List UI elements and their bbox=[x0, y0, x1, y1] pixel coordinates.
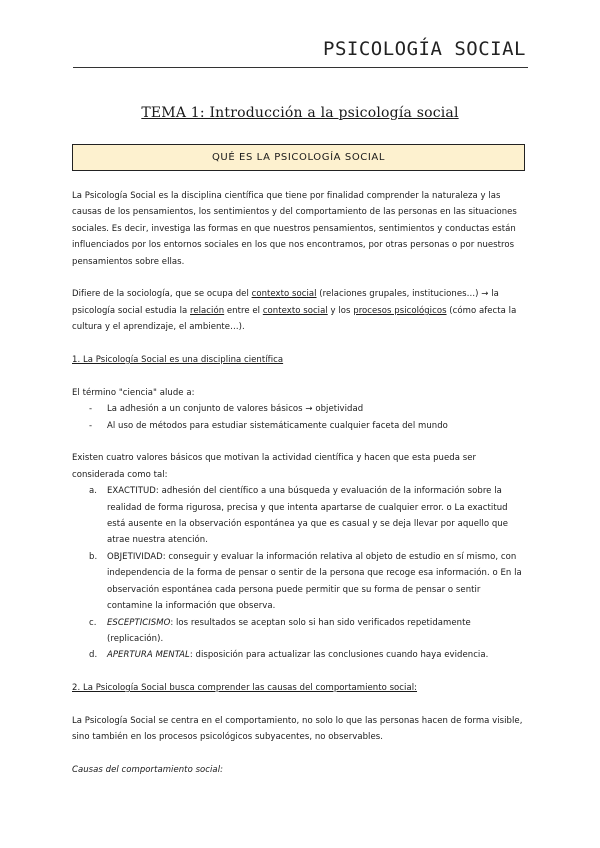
section-1-heading: 1. La Psicología Social es una disciplina científica bbox=[72, 355, 284, 366]
list-item bbox=[89, 615, 528, 648]
value-text: : los resultados se aceptan solo si han sido verificados repetidamente (replicación). bbox=[107, 617, 471, 644]
section-title-box bbox=[72, 144, 525, 171]
difiere-underline-1: contexto social bbox=[251, 289, 317, 300]
section-title-text: QUÉ ES LA PSICOLOGÍA SOCIAL bbox=[211, 152, 386, 163]
difiere-paragraph bbox=[72, 286, 528, 335]
values-list bbox=[72, 483, 528, 663]
difiere-underline-3: contexto social bbox=[262, 305, 328, 316]
document-body bbox=[72, 188, 528, 779]
difiere-text-2: (relaciones grupales, instituciones…) → la psicología social estudia la bbox=[72, 289, 499, 316]
list-marker: c. bbox=[89, 617, 97, 628]
values-intro: Existen cuatro valores básicos que motivan la actividad científica y hacen que esta pueda ser considerada como tal: bbox=[72, 453, 477, 480]
value-term: APERTURA MENTAL bbox=[107, 650, 190, 661]
header-divider bbox=[73, 67, 528, 68]
value-text: : conseguir y evaluar la información relativa al objeto de estudio en sí mismo, con independencia de la forma de pensar o sentir de la persona que recoge esa información. o En la observación espontánea cada persona puede permitir que su forma de pensar o sentir contamine la información que observa. bbox=[107, 551, 522, 612]
list-marker: a. bbox=[89, 486, 98, 497]
difiere-underline-4: procesos psicológicos bbox=[353, 305, 447, 316]
list-item: - La adhesión a un conjunto de valores básicos → objetividad bbox=[89, 401, 528, 417]
value-term: OBJETIVIDAD bbox=[107, 551, 163, 562]
difiere-text-1: Difiere de la sociología, que se ocupa del bbox=[72, 289, 252, 300]
header-title: PSICOLOGÍA SOCIAL bbox=[323, 38, 526, 60]
causas-label: Causas del comportamiento social: bbox=[72, 765, 224, 776]
difiere-underline-2: relación bbox=[190, 305, 225, 316]
list-marker: b. bbox=[89, 551, 98, 562]
value-term: EXACTITUD bbox=[107, 486, 156, 497]
difiere-text-5: (cómo afecta la cultura y el aprendizaje, el ambiente…). bbox=[72, 305, 517, 333]
list-item bbox=[89, 549, 528, 615]
list-item bbox=[89, 483, 528, 549]
ciencia-list bbox=[72, 401, 528, 434]
list-marker: d. bbox=[89, 650, 98, 661]
difiere-text-4: y los bbox=[327, 305, 354, 316]
value-text: : adhesión del científico a una búsqueda y evaluación de la información sobre la realidad de forma rigurosa, precisa y que intenta apartarse de cualquier error. o La exactitud está ausente en la observación espontánea ya que es casual y se deja llevar por aquello que atrae nuestra atención. bbox=[107, 486, 508, 546]
difiere-text-3: entre el bbox=[224, 305, 263, 316]
value-text: : disposición para actualizar las conclusiones cuando haya evidencia. bbox=[189, 650, 489, 661]
value-term: ESCEPTICISMO bbox=[107, 617, 171, 628]
intro-paragraph: La Psicología Social es la disciplina científica que tiene por finalidad comprender la naturaleza y las causas de los pensamientos, los sentimientos y del comportamiento de las personas en las situaciones sociales. Es decir, investiga las formas en que nuestros pensamientos, sentimientos y conductas están influenciados por los entornos sociales en los que nos encontramos, por otras personas o por nuestros pensamientos sobre ellas. bbox=[72, 191, 517, 267]
list-item: - Al uso de métodos para estudiar sistemáticamente cualquier faceta del mundo bbox=[89, 418, 528, 434]
ciencia-intro: El término "ciencia" alude a: bbox=[72, 387, 195, 398]
tema-title: TEMA 1: Introducción a la psicología social bbox=[141, 105, 459, 121]
list-item bbox=[89, 647, 528, 663]
section-2-heading: 2. La Psicología Social busca comprender las causas del comportamiento social: bbox=[72, 683, 418, 694]
section-2-paragraph: La Psicología Social se centra en el comportamiento, no solo lo que las personas hacen de forma visible, sino también en los procesos psicológicos subyacentes, no observables. bbox=[72, 715, 523, 743]
